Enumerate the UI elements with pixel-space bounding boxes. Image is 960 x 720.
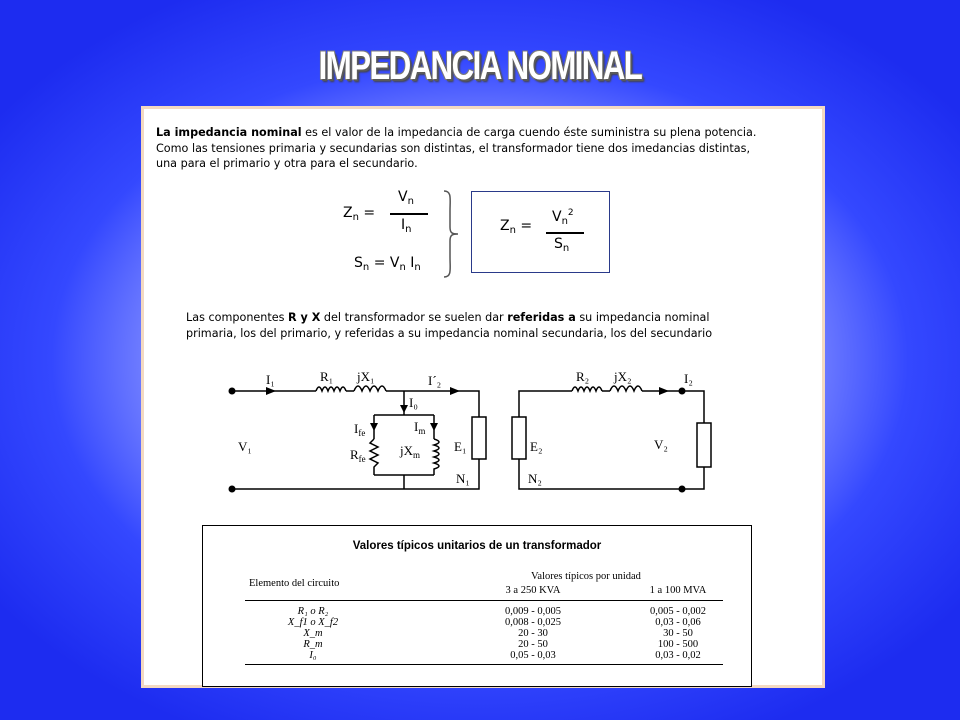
label-e1: E₁ [454,439,467,454]
label-n1: N₁ [456,471,470,486]
label-n2: N₂ [528,471,542,486]
table-header-kva: 3 a 250 KVA [505,585,561,596]
intro-line-3: una para el primario y otra para el secundario. [156,157,418,170]
formula-sn: $S_n = V_n$ $I_n$ [354,255,421,273]
formula-zn-denominator: $I_n$ [401,217,412,235]
intro-line-2: Como las tensiones primaria y secundarias son distintas, el transformador tiene dos imedancias distintas, [156,141,751,155]
intro-bold-term: La impedancia nominal [156,126,302,139]
label-jxm: $jX_m$ [400,443,421,460]
label-i1: I₁ [266,372,275,387]
table-title: Valores típicos unitarios de un transformador [352,540,602,552]
intro-paragraph [156,125,816,172]
boxed-formula-denominator: $S_n$ [554,236,570,254]
table-header-mva: 1 a 100 MVA [649,585,707,596]
equivalent-circuit [204,357,724,497]
circuit-wires [232,386,711,489]
table-cell-kva: 0,009 - 0,005 [505,606,561,617]
label-ife: $I_{fe}$ [354,421,366,438]
label-v1: V₁ [238,439,252,454]
label-jx2: jX₂ [614,369,632,384]
table-cell-mva: 0,03 - 0,06 [655,617,701,628]
table-cell-kva: 0,008 - 0,025 [505,617,561,628]
formula-zn-fraction-line [390,213,428,215]
table-cell-mva: 0,03 - 0,02 [655,650,701,661]
table-cell-element: I₀ [309,650,317,661]
table-cell-element: X_f1 o X_f2 [287,617,339,628]
label-im: $I_m$ [414,419,426,436]
table-cell-mva: 0,005 - 0,002 [650,606,706,617]
circuit-labels [238,369,693,486]
slide-title: IMPEDANCIA NOMINAL [318,44,642,88]
curly-brace-icon [440,189,462,279]
table-rule-bottom [245,664,723,665]
label-r2: R₂ [576,369,590,384]
table-cell-mva: 100 - 500 [657,639,699,650]
typical-values-table [202,525,752,687]
table-cell-element: R_m [303,639,323,650]
table-cell-element: R₁ o R₂ [297,606,329,617]
table-group-header: Valores típicos por unidad [531,571,641,582]
label-r1: R₁ [320,369,334,384]
label-i2: I₂ [684,371,693,386]
label-rfe: $R_{fe}$ [350,447,366,464]
boxed-formula-lhs: $Z_n$ = [500,218,533,236]
label-v2: V₂ [654,437,668,452]
boxed-formula-fraction-line [546,232,584,234]
table-cell-mva: 30 - 50 [663,628,693,639]
label-e2: E₂ [530,439,543,454]
formula-zn-numerator: $V_n$ [398,189,414,207]
boxed-formula-numerator: $V_n^2$ [552,208,574,227]
table-rule-top [245,600,723,601]
formula-zn-lhs: $Z_n$ = [343,205,376,223]
label-i0: I₀ [409,395,418,410]
intro-line-1: es el valor de la impedancia de carga cuendo éste suministra su plena potencia. [301,126,757,139]
table-cell-kva: 20 - 30 [518,628,548,639]
boxed-formula [471,191,610,273]
components-paragraph: Las componentes R y X del transformador se suelen dar referidas a su impedancia nominal primaria, los del primario, y referidas a su impedancia nominal secundaria, los del secundario [186,311,713,340]
table-header-element: Elemento del circuito [249,578,340,589]
current-arrows [266,387,669,431]
table-cell-kva: 0,05 - 0,03 [510,650,556,661]
content-panel [141,106,825,688]
table-cell-kva: 20 - 50 [518,639,548,650]
label-jx1: jX₁ [357,369,375,384]
table-cell-element: X_m [303,628,323,639]
label-i2-prime: I´₂ [428,373,442,388]
